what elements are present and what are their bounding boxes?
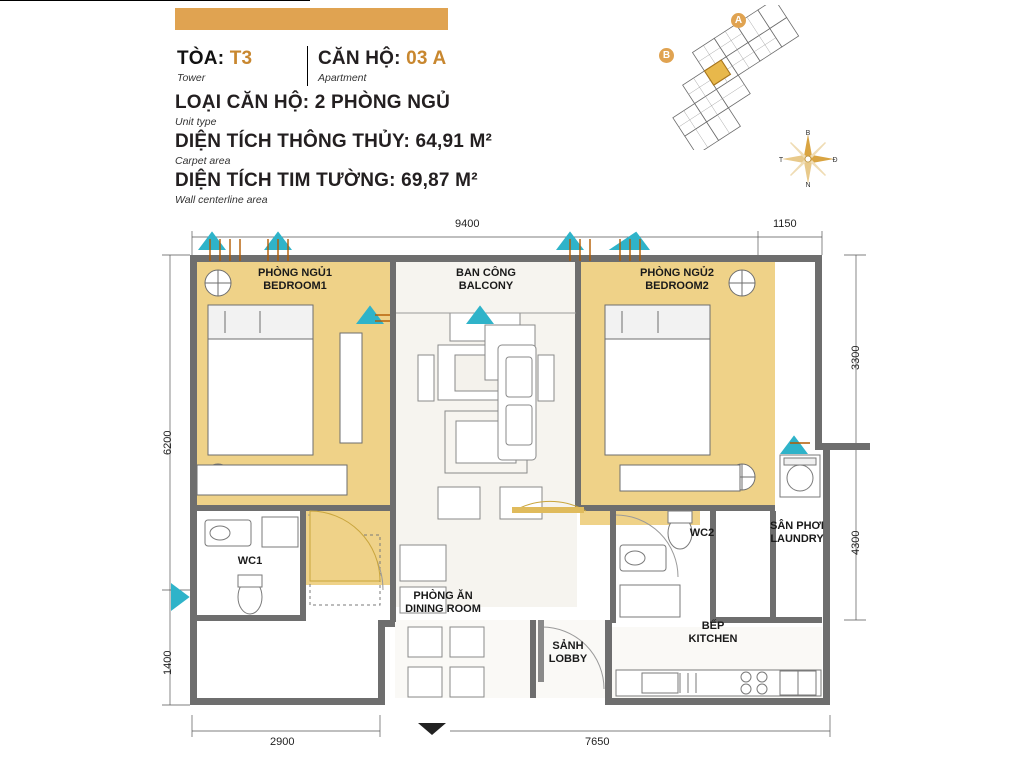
room-label-dining bbox=[388, 590, 498, 616]
dim-bottom-right: 7650 bbox=[585, 736, 610, 748]
room-label-lobby-en: LOBBY bbox=[548, 653, 588, 665]
svg-text:B: B bbox=[805, 130, 811, 137]
key-plan-badge-a: A bbox=[731, 13, 746, 28]
compass-rose bbox=[778, 130, 838, 188]
key-plan-diagram bbox=[655, 5, 835, 150]
tower-label: TÒA: bbox=[177, 48, 225, 69]
room-label-bedroom1-en: BEDROOM1 bbox=[263, 280, 327, 292]
carpet-area-line: DIỆN TÍCH THÔNG THỦY: 64,91 M² bbox=[175, 131, 493, 152]
header-accent-bar bbox=[175, 8, 448, 30]
apartment-label: CĂN HỘ: bbox=[318, 48, 401, 69]
dim-left-lower: 1400 bbox=[162, 650, 174, 675]
carpet-area-sublabel: Carpet area bbox=[175, 155, 231, 167]
wall-area-sublabel: Wall centerline area bbox=[175, 194, 268, 206]
apartment-field bbox=[318, 48, 446, 70]
room-label-bedroom2-en: BEDROOM2 bbox=[645, 280, 709, 292]
floor-plan-svg bbox=[150, 215, 880, 765]
room-label-dining-en: DINING ROOM bbox=[405, 603, 481, 615]
tower-field bbox=[177, 48, 252, 70]
room-label-lobby bbox=[528, 640, 608, 666]
room-label-kitchen-en: KITCHEN bbox=[688, 633, 738, 645]
dim-bottom-left: 2900 bbox=[270, 736, 295, 748]
room-label-balcony-vi: BAN CÔNG bbox=[456, 267, 516, 279]
room-label-laundry-en: LAUNDRY bbox=[770, 533, 824, 545]
room-label-wc2 bbox=[672, 527, 732, 540]
wall-area-line: DIỆN TÍCH TIM TƯỜNG: 69,87 M² bbox=[175, 170, 478, 191]
dim-right-upper: 3300 bbox=[850, 345, 862, 370]
room-label-bedroom2 bbox=[607, 267, 747, 293]
room-label-wc1-vi: WC1 bbox=[237, 555, 263, 567]
room-label-laundry-vi: SÂN PHƠI bbox=[769, 520, 824, 532]
room-label-kitchen bbox=[658, 620, 768, 646]
room-label-wc2-vi: WC2 bbox=[689, 527, 715, 539]
dim-top-right: 1150 bbox=[773, 218, 797, 230]
room-label-dining-vi: PHÒNG ĂN bbox=[413, 590, 473, 602]
room-label-bedroom1-vi: PHÒNG NGỦ1 bbox=[258, 267, 332, 279]
svg-text:T: T bbox=[778, 157, 784, 164]
header-vertical-divider bbox=[307, 46, 308, 86]
dim-top-left: 9400 bbox=[455, 218, 480, 230]
unit-type-sublabel: Unit type bbox=[175, 116, 217, 128]
room-label-lobby-vi: SẢNH bbox=[552, 640, 584, 652]
room-label-kitchen-vi: BẾP bbox=[701, 620, 725, 632]
header-divider-line bbox=[0, 0, 310, 1]
room-label-wc1 bbox=[220, 555, 280, 568]
key-plan-badge-b: B bbox=[659, 48, 674, 63]
room-label-laundry bbox=[752, 520, 842, 546]
tower-sublabel: Tower bbox=[177, 72, 206, 84]
apartment-value: 03 A bbox=[406, 48, 447, 69]
room-label-bedroom2-vi: PHÒNG NGỦ2 bbox=[640, 267, 714, 279]
floor-plan-drawing bbox=[150, 215, 880, 765]
tower-value: T3 bbox=[229, 48, 253, 69]
unit-type-line: LOẠI CĂN HỘ: 2 PHÒNG NGỦ bbox=[175, 92, 451, 113]
dim-right-lower: 4300 bbox=[850, 530, 862, 555]
svg-text:Đ: Đ bbox=[832, 157, 838, 164]
room-label-balcony-en: BALCONY bbox=[458, 280, 514, 292]
key-plan bbox=[655, 5, 835, 150]
apartment-sublabel: Apartment bbox=[318, 72, 367, 84]
svg-text:N: N bbox=[805, 182, 811, 188]
room-label-bedroom1 bbox=[225, 267, 365, 293]
room-label-balcony bbox=[416, 267, 556, 293]
dim-left-upper: 6200 bbox=[162, 430, 174, 455]
